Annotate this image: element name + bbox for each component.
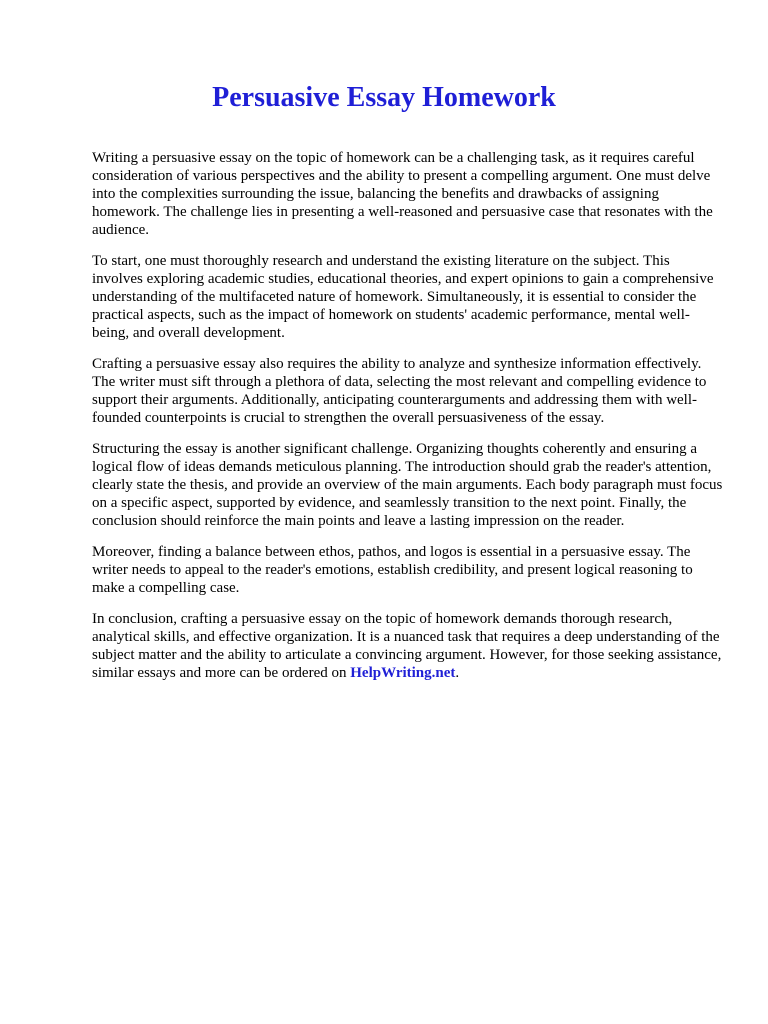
conclusion-text: In conclusion, crafting a persuasive essay on the topic of homework demands thorough research, analytical skills, and effective organization. It is a nuanced task that requires a deep understanding of the subject matter and the ability to articulate a convincing argument. However, for those seeking assistance, similar essays and more can be ordered on xyxy=(92,611,722,681)
helpwriting-link[interactable]: HelpWriting.net xyxy=(350,665,456,681)
paragraph-structure: Structuring the essay is another significant challenge. Organizing thoughts coherently and ensuring a logical flow of ideas demands meticulous planning. The introduction should grab the reader's attention, clearly state the thesis, and provide an overview of the main arguments. Each body paragraph must focus on a specific aspect, supported by evidence, and seamlessly transition to the next point. Finally, the conclusion should reinforce the main points and leave a lasting impression on the reader. xyxy=(92,441,723,529)
paragraph-intro: Writing a persuasive essay on the topic of homework can be a challenging task, as it requires careful consideration of various perspectives and the ability to present a compelling argument. One must delve into the complexities surrounding the issue, balancing the benefits and drawbacks of assigning homework. The challenge lies in presenting a well-reasoned and persuasive case that resonates with the audience. xyxy=(92,150,713,238)
document-title: Persuasive Essay Homework xyxy=(212,82,556,113)
paragraph-research: To start, one must thoroughly research and understand the existing literature on the subject. This involves exploring academic studies, educational theories, and expert opinions to gain a comprehensive understanding of the multifaceted nature of homework. Simultaneously, it is essential to consider the practical aspects, such as the impact of homework on students' academic performance, mental well-being, and overall development. xyxy=(92,253,714,341)
conclusion-trailing: . xyxy=(455,665,460,681)
paragraph-conclusion xyxy=(92,610,724,682)
paragraph-analysis: Crafting a persuasive essay also requires the ability to analyze and synthesize information effectively. The writer must sift through a plethora of data, selecting the most relevant and compelling evidence to support their arguments. Additionally, anticipating counterarguments and addressing them with well-founded counterpoints is crucial to strengthen the overall persuasiveness of the essay. xyxy=(92,356,707,426)
paragraph-rhetoric: Moreover, finding a balance between ethos, pathos, and logos is essential in a persuasive essay. The writer needs to appeal to the reader's emotions, establish credibility, and present logical reasoning to make a compelling case. xyxy=(92,544,693,596)
